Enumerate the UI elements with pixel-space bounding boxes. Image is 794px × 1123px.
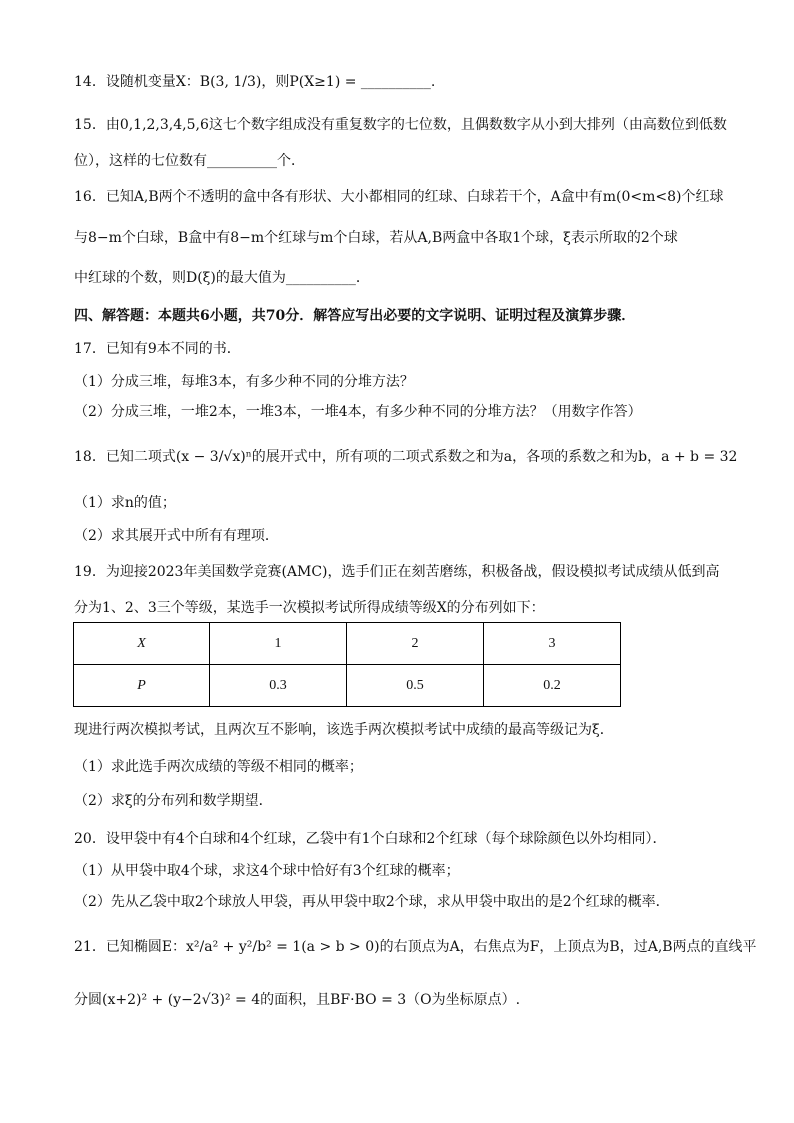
table-cell: X	[74, 623, 210, 665]
question-18-part-1: （1）求n的值；	[74, 495, 176, 511]
question-21-line-2: 分圆(x+2)² + (y−2√3)² = 4的面积，且BF·BO = 3（O为坐标原点）.	[74, 992, 521, 1008]
table-cell: 3	[483, 623, 620, 665]
question-19-part-2: （2）求ξ的分布列和数学期望．	[74, 793, 273, 809]
table-cell: P	[74, 665, 210, 707]
question-19-part-1: （1）求此选手两次成绩的等级不相同的概率；	[74, 759, 363, 775]
question-17-part-1: （1）分成三堆，每堆3本，有多少种不同的分堆方法？	[74, 374, 414, 390]
table-row	[74, 665, 621, 707]
question-16-line-1: 16．已知A,B两个不透明的盒中各有形状、大小都相同的红球、白球若干个，A盒中有m(0<m<8)个红球	[74, 189, 724, 205]
distribution-table	[73, 622, 621, 707]
table-cell: 0.3	[209, 665, 346, 707]
table-cell: 1	[209, 623, 346, 665]
question-19-after-table: 现进行两次模拟考试，且两次互不影响，该选手两次模拟考试中成绩的最高等级记为ξ．	[74, 722, 614, 738]
question-21-line-1: 21．已知椭圆E：x²/a² + y²/b² = 1(a > b > 0)的右顶点为A，右焦点为F，上顶点为B，过A,B两点的直线平	[74, 939, 757, 955]
question-15-line-1: 15．由0,1,2,3,4,5,6这七个数字组成没有重复数字的七位数，且偶数数字从小到大排列（由高数位到低数	[74, 117, 727, 133]
question-20-part-2: （2）先从乙袋中取2个球放人甲袋，再从甲袋中取2个球，求从甲袋中取出的是2个红球的概率．	[74, 894, 670, 910]
table-cell: 0.5	[346, 665, 483, 707]
question-20-stem: 20．设甲袋中有4个白球和4个红球，乙袋中有1个白球和2个红球（每个球除颜色以外均相同）．	[74, 831, 667, 847]
question-18-part-2: （2）求其展开式中所有有理项．	[74, 528, 279, 544]
question-14: 14．设随机变量X：B(3, 1/3)，则P(X≥1) = __________.	[74, 74, 436, 90]
question-19-line-2: 分为1、2、3三个等级，某选手一次模拟考试所得成绩等级X的分布列如下：	[74, 600, 545, 616]
table-cell: 0.2	[483, 665, 620, 707]
question-17-stem: 17．已知有9本不同的书．	[74, 341, 241, 357]
question-16-line-3: 中红球的个数，则D(ξ)的最大值为__________．	[74, 270, 370, 286]
table-row	[74, 623, 621, 665]
question-19-line-1: 19．为迎接2023年美国数学竞赛(AMC)，选手们正在刻苦磨练，积极备战，假设模拟考试成绩从低到高	[74, 564, 720, 580]
question-17-part-2: （2）分成三堆，一堆2本，一堆3本，一堆4本，有多少种不同的分堆方法？（用数字作答）	[74, 404, 642, 420]
question-20-part-1: （1）从甲袋中取4个球，求这4个球中恰好有3个红球的概率；	[74, 863, 460, 879]
question-18-stem: 18．已知二项式(x − 3/√x)ⁿ的展开式中，所有项的二项式系数之和为a，各项的系数之和为b，a + b = 32	[74, 449, 738, 465]
question-15-line-2: 位），这样的七位数有__________个．	[74, 153, 305, 169]
section-4-heading: 四、解答题：本题共6小题，共70分．解答应写出必要的文字说明、证明过程及演算步骤．	[74, 308, 636, 324]
table-cell: 2	[346, 623, 483, 665]
question-16-line-2: 与8−m个白球，B盒中有8−m个红球与m个白球，若从A,B两盒中各取1个球，ξ表示所取的2个球	[74, 230, 678, 246]
